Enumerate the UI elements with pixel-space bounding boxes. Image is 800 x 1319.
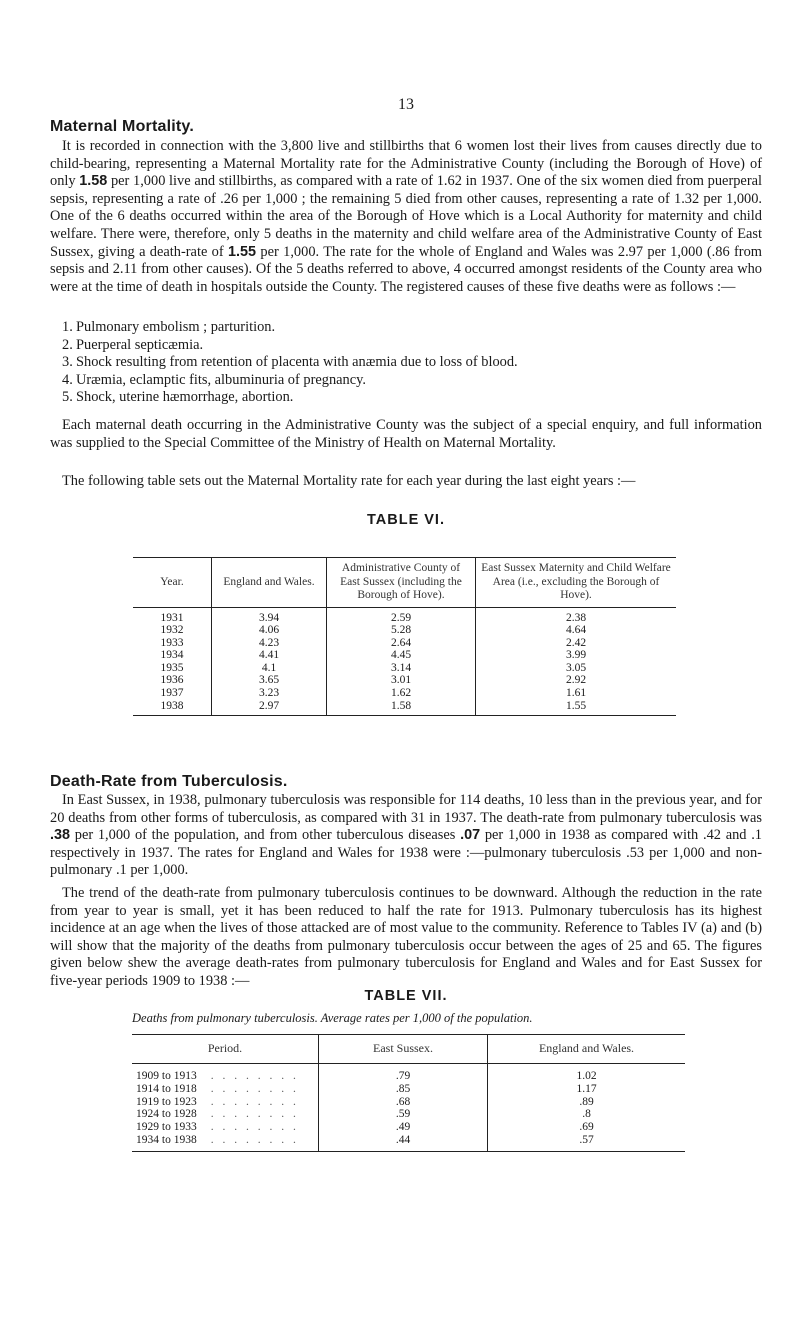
- list-item: 2. Puerperal septicæmia.: [62, 336, 204, 353]
- table-cell: 1919 to 1923 . . . . . . . .: [136, 1095, 299, 1108]
- table7-header-england: England and Wales.: [488, 1035, 686, 1064]
- table-cell: 4.1: [212, 662, 327, 675]
- table-cell: .44: [319, 1134, 488, 1151]
- table-cell: 1.61: [476, 687, 677, 700]
- maternal-heading: Maternal Mortality.: [50, 118, 194, 135]
- table6-header-county: Administrative County of East Sussex (including the Borough of Hove).: [327, 558, 476, 608]
- table-cell: 2.38: [476, 607, 677, 624]
- causes-list: [50, 319, 762, 407]
- table-cell: .59: [319, 1108, 488, 1121]
- table-cell: 1938: [160, 699, 184, 712]
- table-cell: 3.23: [212, 687, 327, 700]
- list-item: 3. Shock resulting from retention of placenta with anæmia due to loss of blood.: [62, 354, 518, 370]
- table-row: [132, 1083, 685, 1096]
- table-cell: 4.41: [212, 649, 327, 662]
- table-cell: .89: [488, 1096, 686, 1109]
- leader-dots: . . . . . . . .: [210, 1070, 299, 1082]
- table-cell: 1.02: [488, 1064, 686, 1083]
- table-cell: 2.92: [476, 674, 677, 687]
- leader-dots: . . . . . . . .: [210, 1133, 299, 1146]
- leader-dots: . . . . . . . .: [210, 1082, 299, 1095]
- table-row: [133, 674, 676, 687]
- table-row: [133, 687, 676, 700]
- table-cell: 1929 to 1933 . . . . . . . .: [136, 1121, 299, 1134]
- table-cell: 1934: [160, 649, 184, 662]
- table-cell: 1931: [160, 611, 184, 624]
- table7-header-east-sussex: East Sussex.: [319, 1035, 488, 1064]
- table-row: [133, 637, 676, 650]
- table7-title: TABLE VII.: [364, 988, 448, 1004]
- table-cell: 3.94: [212, 607, 327, 624]
- table-cell: 3.05: [476, 662, 677, 675]
- table-cell: 4.23: [212, 637, 327, 650]
- list-item: 4. Uræmia, eclamptic fits, albuminuria of pregnancy.: [62, 371, 366, 388]
- table-cell: 1909 to 1913 . . . . . . . .: [136, 1070, 299, 1082]
- table-cell: 1935: [160, 661, 184, 674]
- maternal-mortality-table: [133, 557, 676, 716]
- table-cell: 5.28: [327, 624, 476, 637]
- tuberculosis-heading: Death-Rate from Tuberculosis.: [50, 773, 288, 790]
- table-cell: 2.42: [476, 637, 677, 650]
- page-number: 13: [398, 96, 414, 113]
- leader-dots: . . . . . . . .: [210, 1108, 299, 1121]
- table-cell: 4.64: [476, 624, 677, 637]
- table-cell: 1933: [160, 636, 184, 649]
- table-cell: .79: [319, 1064, 488, 1083]
- table-cell: .57: [488, 1134, 686, 1151]
- maternal-paragraph-3: The following table sets out the Maternal Mortality rate for each year during the last eight years :—: [62, 473, 636, 489]
- table-cell: 2.59: [327, 607, 476, 624]
- table-row: [132, 1134, 685, 1151]
- table-row: [133, 624, 676, 637]
- table-cell: .85: [319, 1083, 488, 1096]
- leader-dots: . . . . . . . .: [210, 1095, 299, 1108]
- list-item: 5. Shock, uterine hæmorrhage, abortion.: [62, 389, 294, 405]
- table-cell: 3.65: [212, 674, 327, 687]
- table6-header-england: England and Wales.: [212, 558, 327, 608]
- table-cell: 1932: [160, 624, 184, 637]
- table-row: [133, 662, 676, 675]
- table7-caption: Deaths from pulmonary tuberculosis. Average rates per 1,000 of the population.: [132, 1011, 533, 1025]
- table-cell: .69: [488, 1121, 686, 1134]
- table-cell: .8: [488, 1108, 686, 1121]
- table7-header-period: Period.: [207, 1041, 243, 1055]
- table-row: [133, 649, 676, 662]
- table-cell: 1.17: [488, 1083, 686, 1096]
- table-cell: 3.99: [476, 649, 677, 662]
- table-cell: 1937: [160, 687, 184, 700]
- table-cell: 2.64: [327, 637, 476, 650]
- table-cell: 4.45: [327, 649, 476, 662]
- table-cell: 1.55: [476, 700, 677, 716]
- leader-dots: . . . . . . . .: [210, 1121, 299, 1134]
- maternal-paragraph-2: Each maternal death occurring in the Administrative County was the subject of a special enquiry, and full information was supplied to the Special Committee of the Ministry of Health on Maternal Mortality.: [50, 417, 762, 451]
- table-cell: .68: [319, 1096, 488, 1109]
- table-cell: 1914 to 1918 . . . . . . . .: [136, 1082, 299, 1095]
- table-cell: 1934 to 1938 . . . . . . . .: [136, 1133, 299, 1146]
- tuberculosis-paragraph-1: In East Sussex, in 1938, pulmonary tuberculosis was responsible for 114 deaths, 10 less than in the previous year, and for 20 deaths from other forms of tuberculosis, as compared with 31 in 1937. The death-rate from pulmonary tuberculosis was .38 per 1,000 of the population, and from other tuberculous diseases .07 per 1,000 in 1938 as compared with .42 and .1 respectively in 1937. The rates for England and Wales for 1938 were :—pulmonary tuberculosis .53 per 1,000 and non-pulmonary .1 per 1,000.: [50, 792, 762, 879]
- list-item: 1. Pulmonary embolism ; parturition.: [62, 319, 276, 335]
- tuberculosis-table: [132, 1034, 685, 1152]
- table-cell: 1.62: [327, 687, 476, 700]
- table-cell: 3.14: [327, 662, 476, 675]
- table-row: [133, 607, 676, 624]
- table-cell: 2.97: [212, 700, 327, 716]
- tuberculosis-paragraph-2: The trend of the death-rate from pulmonary tuberculosis continues to be downward. Although the reduction in the rate from year to year is small, yet it has been reduced to half the rate for 1913. Pulmonary tuberculosis has its highest incidence at an age when the lives of those attacked are of most value to the community. Reference to Tables IV (a) and (b) will show that the majority of the deaths from pulmonary tuberculosis occur between the ages of 25 and 65. The figures given below shew the average death-rates from pulmonary tuberculosis for England and Wales and for East Sussex for five-year periods 1909 to 1938 :—: [50, 885, 762, 989]
- maternal-paragraph-1: It is recorded in connection with the 3,800 live and stillbirths that 6 women lost their lives from causes directly due to child-bearing, representing a Maternal Mortality rate for the Administrative County (including the Borough of Hove) of only 1.58 per 1,000 live and stillbirths, as compared with a rate of 1.62 in 1937. One of the six women died from puerperal sepsis, representing a rate of .26 per 1,000 ; the remaining 5 died from other causes, representing a rate of 1.32 per 1,000. One of the 6 deaths occurred within the area of the Borough of Hove which is a Local Authority for maternity and child welfare. There were, therefore, only 5 deaths in the maternity and child welfare area of the Administrative County of East Sussex, giving a death-rate of 1.55 per 1,000. The rate for the whole of England and Wales was 2.97 per 1,000 (.86 from sepsis and 2.11 from other causes). Of the 5 deaths referred to above, 4 occurred amongst residents of the County area who were at the time of death in hospitals outside the County. The registered causes of these five deaths were as follows :—: [50, 138, 762, 295]
- table-row: [132, 1096, 685, 1109]
- table6-title: TABLE VI.: [366, 512, 445, 528]
- table-cell: .49: [319, 1121, 488, 1134]
- table-row: [132, 1121, 685, 1134]
- table6-header-area: East Sussex Maternity and Child Welfare Area (i.e., excluding the Borough of Hove).: [476, 558, 677, 608]
- table-row: [132, 1108, 685, 1121]
- table-cell: 1924 to 1928 . . . . . . . .: [136, 1108, 299, 1121]
- table6-header-year: Year.: [160, 575, 184, 588]
- table-cell: 1.58: [327, 700, 476, 716]
- table-cell: 1936: [160, 674, 184, 687]
- table-row: [132, 1064, 685, 1083]
- table-row: [133, 700, 676, 716]
- table-cell: 4.06: [212, 624, 327, 637]
- table-cell: 3.01: [327, 674, 476, 687]
